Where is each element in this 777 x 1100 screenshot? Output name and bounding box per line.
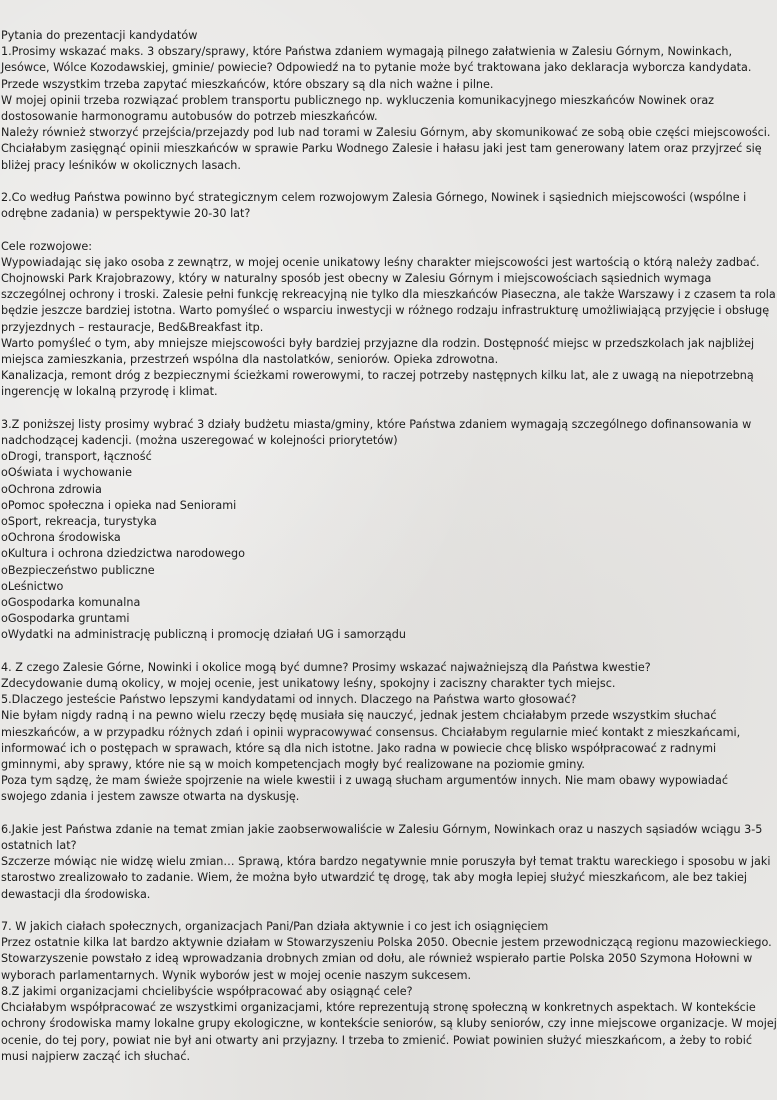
list-item: oSport, rekreacja, turystyka [1, 515, 157, 529]
list-item: oOświata i wychowanie [1, 466, 132, 480]
answer-2-heading: Cele rozwojowe: [1, 239, 93, 253]
answer-1-line-2: W mojej opinii trzeba rozwiązać problem transportu publicznego np. wykluczenia komunikacyjnego mieszkańców Nowinek oraz dostosowanie harmonogramu autobusów do potrzeb mieszkańców. [1, 93, 715, 124]
document-title: Pytania do prezentacji kandydatów [1, 29, 198, 42]
list-item: oGospodarka gruntami [1, 612, 130, 626]
list-item: oDrogi, transport, łączność [1, 450, 152, 464]
question-5: 5.Dlaczego jesteście Państwo lepszymi kandydatami od innych. Dlaczego na Państwa warto głosować? [1, 693, 577, 707]
paragraph-gap [1, 222, 777, 238]
answer-2-paragraph-2: Warto pomyśleć o tym, aby mniejsze miejscowości były bardziej przyjazne dla rodzin. Dostępność miejsc w przedszkolach jak najbliżej miejsca zamieszkania, przestrzeń wspólna dla nastolatków, seniorów. Opieka zdrowotna. [1, 336, 755, 367]
paragraph-gap [1, 903, 777, 919]
budget-options-list [1, 449, 777, 643]
answer-4: Zdecydowanie dumą okolicy, w mojej ocenie, jest unikatowy leśny, spokojny i zaciszny charakter tych miejsc. [1, 677, 616, 691]
list-item: oOchrona zdrowia [1, 482, 102, 496]
question-6: 6.Jakie jest Państwa zdanie na temat zmian jakie zaobserwowaliście w Zalesiu Górnym, Nowinkach oraz u naszych sąsiadów wciągu 3-5 ostatnich lat? [1, 822, 763, 853]
question-3: 3.Z poniższej listy prosimy wybrać 3 działy budżetu miasta/gminy, które Państwa zdaniem wymagają szczególnego dofinansowania w nadchodzącej kadencji. (można uszeregować w kolejności priorytetów) [1, 417, 752, 448]
paragraph-gap [1, 401, 777, 417]
paragraph-gap [1, 644, 777, 660]
list-item: oPomoc społeczna i opieka nad Seniorami [1, 498, 237, 512]
paragraph-gap [1, 806, 777, 822]
list-item: oOchrona środowiska [1, 531, 121, 545]
answer-7: Przez ostatnie kilka lat bardzo aktywnie działam w Stowarzyszeniu Polska 2050. Obecnie jestem przewodniczącą regionu mazowieckiego. Stowarzyszenie powstało z ideą wprowadzania drobnych zmian od dołu, ale również wspierało partie Polska 2050 Szymona Hołowni w wyborach parlamentarnych. Wynik wyborów jest w mojej ocenie naszym sukcesem. [1, 936, 772, 982]
list-item: oGospodarka komunalna [1, 596, 141, 610]
list-item: oWydatki na administrację publiczną i promocję działań UG i samorządu [1, 628, 406, 642]
question-4: 4. Z czego Zalesie Górne, Nowinki i okolice mogą być dumne? Prosimy wskazać najważniejszą dla Państwa kwestie? [1, 660, 651, 674]
answer-8: Chciałabym współpracować ze wszystkimi organizacjami, które reprezentują stronę społeczną w konkretnych aspektach. W kontekście ochrony środowiska mamy lokalne grupy ekologiczne, w kontekście seniorów, są kluby seniorów, czy inne miejscowe organizacje. W mojej ocenie, do tej pory, powiat nie był ani otwarty ani przyjazny. I trzeba to zmienić. Powiat powinien służyć mieszkańcom, a żeby to robić musi najpierw zacząć ich słuchać. [1, 1001, 777, 1063]
list-item: oBezpieczeństwo publiczne [1, 563, 155, 577]
question-8: 8.Z jakimi organizacjami chcielibyście współpracować aby osiągnąć cele? [1, 984, 413, 998]
answer-2-paragraph-1: Wypowiadając się jako osoba z zewnątrz, w mojej ocenie unikatowy leśny charakter miejscowości jest wartością o którą należy zadbać. Chojnowski Park Krajobrazowy, który w naturalny sposób jest obecny w Zalesiu Górnym i miejscowościach sąsiednich wymaga szczególnej ochrony i troski. Zalesie pełni funkcję rekreacyjną nie tylko dla mieszkańców Piaseczna, ale także Warszawy i z czasem ta rola będzie jeszcze bardziej istotna. Warto pomyśleć o wsparciu inwestycji w różnego rodzaju infrastrukturę umożliwiającą przyjęcie i obsługę przyjezdnych – restauracje, Bed&Breakfast itp. [1, 255, 776, 334]
question-7: 7. W jakich ciałach społecznych, organizacjach Pani/Pan działa aktywnie i co jest ich osiągnięciem [1, 920, 549, 934]
question-1: 1.Prosimy wskazać maks. 3 obszary/sprawy, które Państwa zdaniem wymagają pilnego załatwienia w Zalesiu Górnym, Nowinkach, Jesówce, Wólce Kozodawskiej, gminie/ powiecie? Odpowiedź na to pytanie może być traktowana jako deklaracja wyborcza kandydata. [1, 45, 752, 75]
answer-1-line-1: Przede wszystkim trzeba zapytać mieszkańców, które obszary są dla nich ważne i pilne. [1, 77, 494, 91]
list-item: oKultura i ochrona dziedzictwa narodowego [1, 547, 245, 561]
answer-1-line-4: Chciałabym zasięgnąć opinii mieszkańców w sprawie Parku Wodnego Zalesie i hałasu jaki jest tam generowany latem oraz przyjrzeć się bliżej pracy leśników w okolicznych lasach. [1, 142, 762, 172]
answer-5-paragraph-1: Nie byłam nigdy radną i na pewno wielu rzeczy będę musiała się nauczyć, jednak jestem chciałabym przede wszystkim słuchać mieszkańców, a w przypadku różnych zdań i opinii wypracowywać consensus. Chciałabym regularnie mieć kontakt z mieszkańcami, informować ich o postępach w sprawach, które są dla nich istotne. Jako radna w powiecie chcę blisko współpracować z radnymi gminnymi, aby sprawy, które nie są w moich kompetencjach mogły być realizowane na poziomie gminy. [1, 709, 741, 772]
question-2: 2.Co według Państwa powinno być strategicznym celem rozwojowym Zalesia Górnego, Nowinek i sąsiednich miejscowości (wspólne i odrębne zadania) w perspektywie 20-30 lat? [1, 191, 747, 221]
list-item: oLeśnictwo [1, 579, 64, 593]
answer-2-paragraph-3: Kanalizacja, remont dróg z bezpiecznymi ścieżkami rowerowymi, to raczej potrzeby następnych kilku lat, ale z uwagą na niepotrzebną ingerencję w lokalną przyrodę i klimat. [1, 369, 754, 399]
answer-5-paragraph-2: Poza tym sądzę, że mam świeże spojrzenie na wiele kwestii i z uwagą słucham argumentów innych. Nie mam obawy wypowiadać swojego zdania i jestem zawsze otwarta na dyskusję. [1, 774, 729, 804]
answer-1-line-3: Należy również stworzyć przejścia/przejazdy pod lub nad torami w Zalesiu Górnym, aby skomunikować ze sobą obie części miejscowości. [1, 126, 771, 140]
answer-6: Szczerze mówiąc nie widzę wielu zmian… Sprawą, która bardzo negatywnie mnie poruszyła był temat traktu wareckiego i sposobu w jaki starostwo zrealizowało to zadanie. Wiem, że można było utwardzić tę drogę, tak aby mogła lepiej służyć mieszkańcom, ale bez takiej dewastacji dla środowiska. [1, 855, 771, 901]
paragraph-gap [1, 174, 777, 190]
